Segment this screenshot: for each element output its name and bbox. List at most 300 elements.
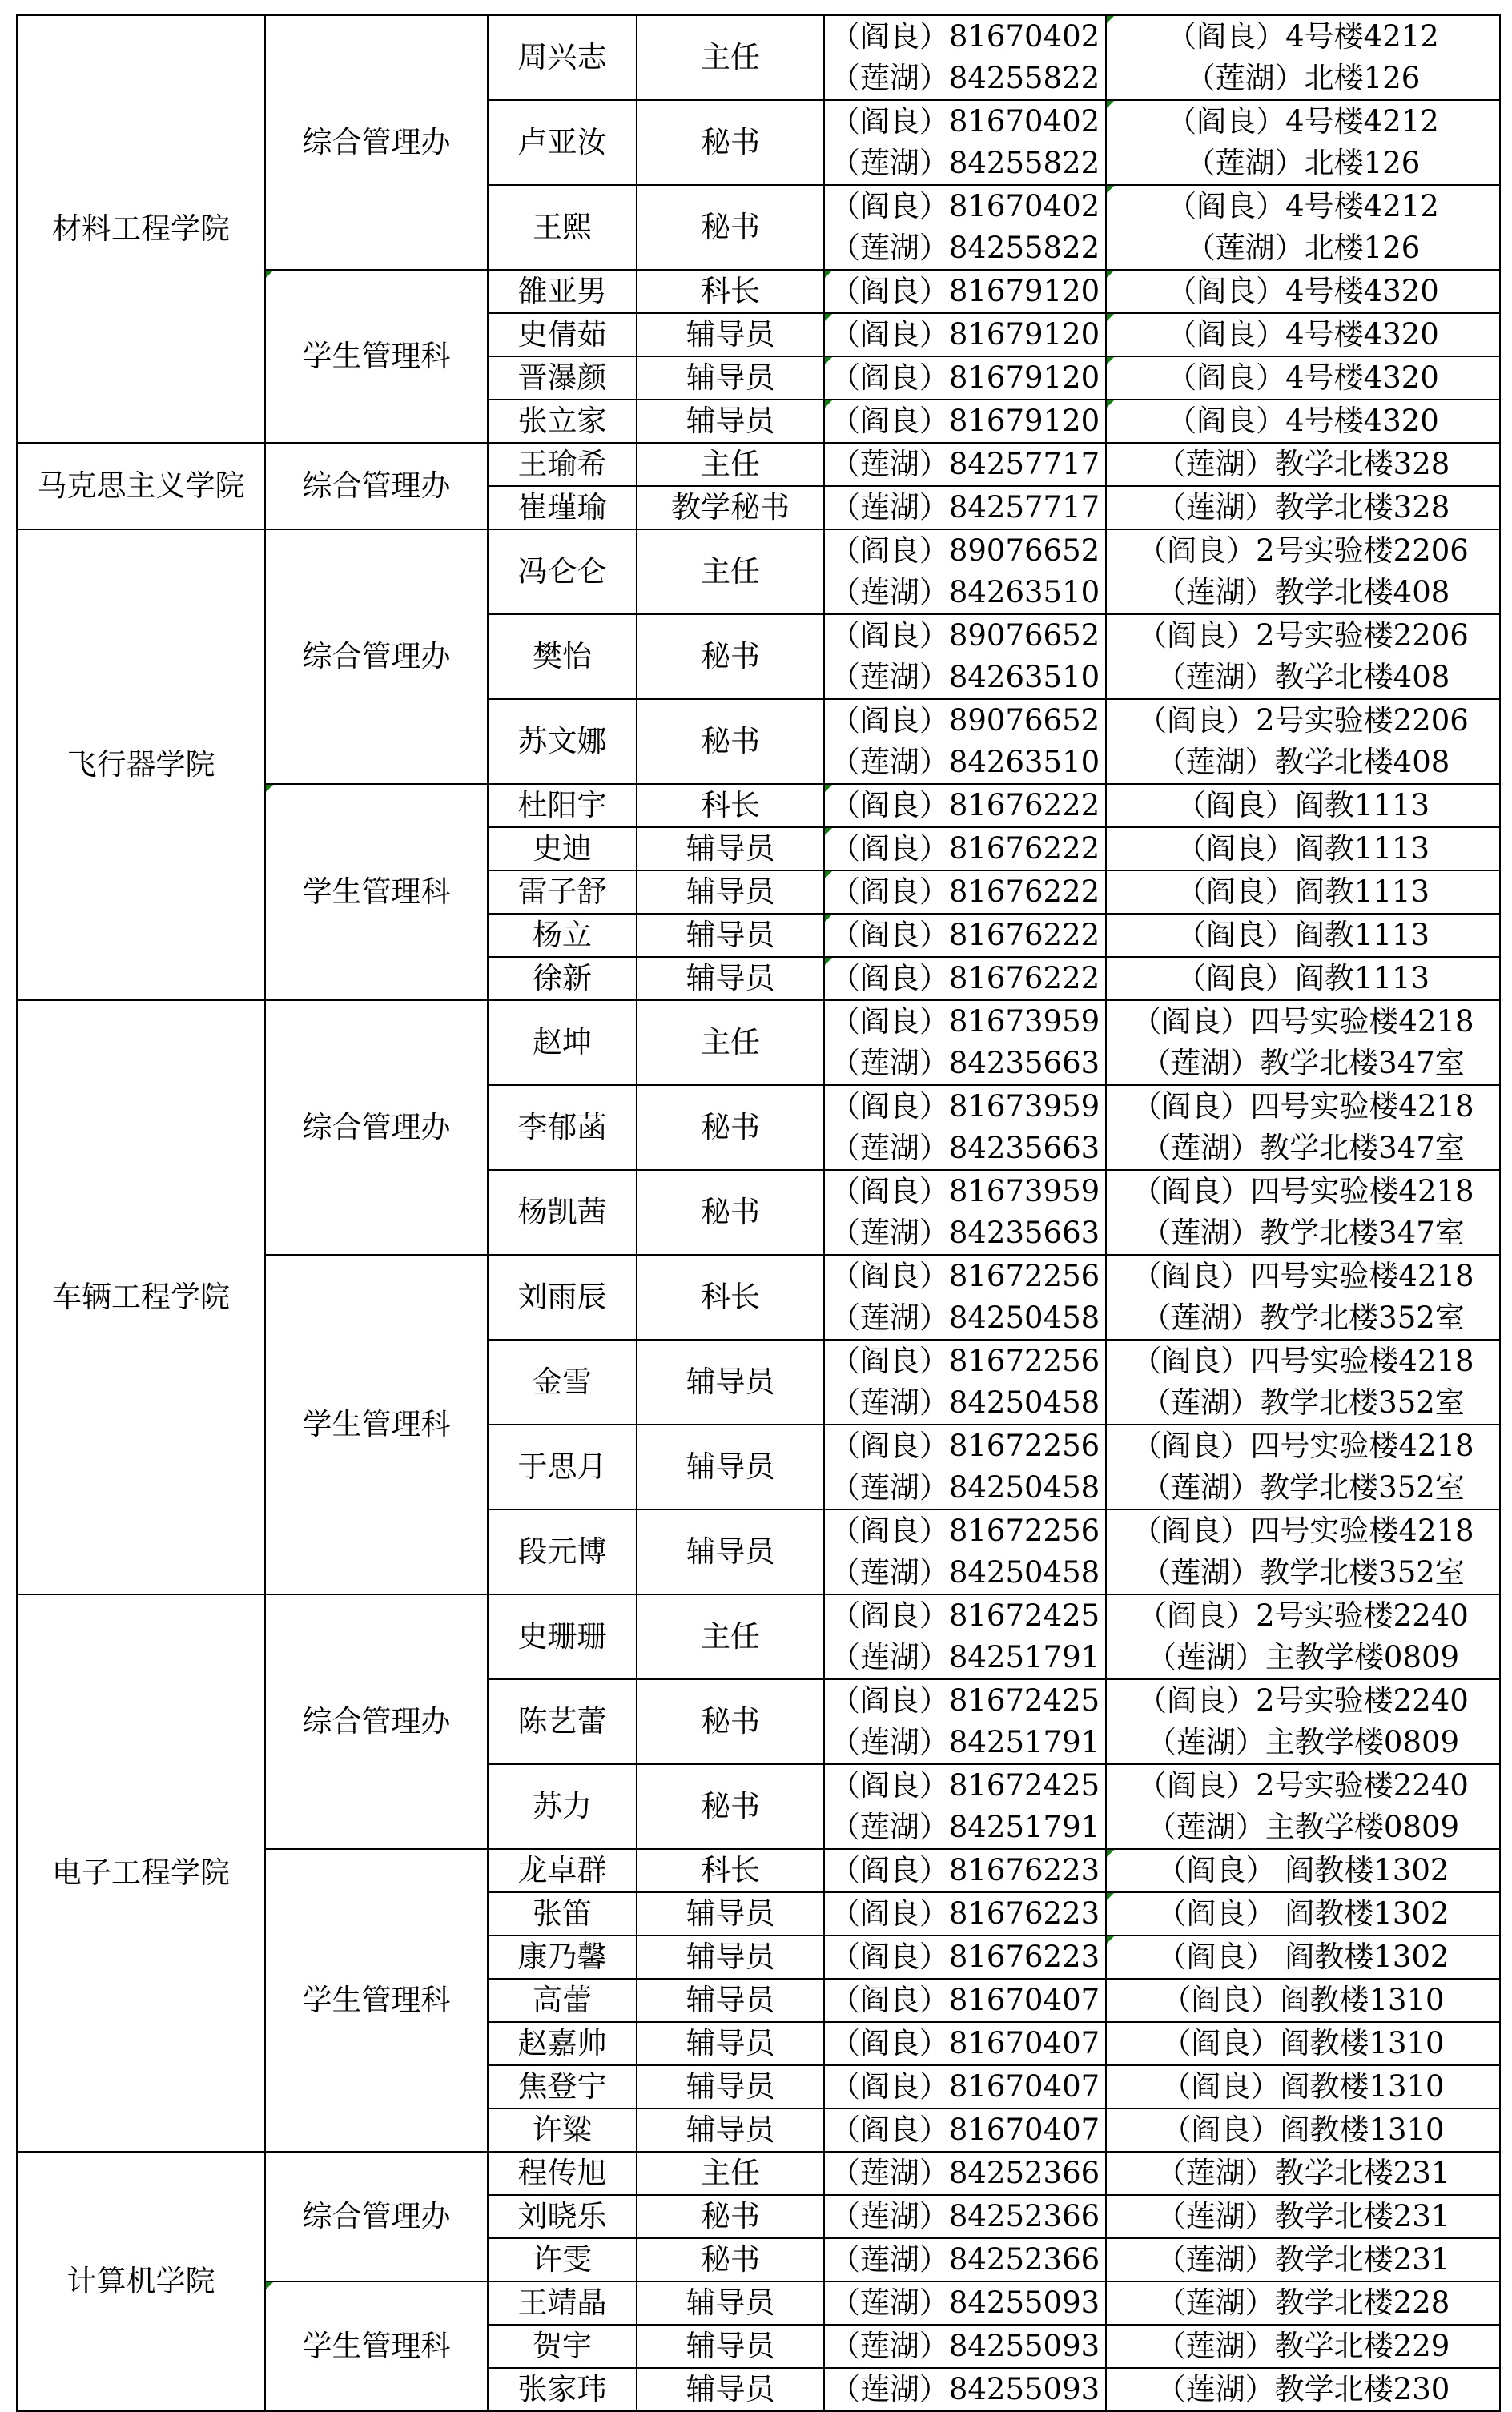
title-cell xyxy=(637,2022,824,2065)
table-row xyxy=(17,2152,1500,2195)
office-line: （阎良）阎教1113 xyxy=(1176,961,1430,995)
department-cell xyxy=(265,784,488,1000)
person-title: 科长 xyxy=(701,1280,760,1314)
title-cell xyxy=(637,356,824,400)
department-cell xyxy=(265,443,488,529)
phone-line: （阎良）81670407 xyxy=(830,1983,1100,2017)
person-name: 刘晓乐 xyxy=(517,2199,607,2233)
office-line: （阎良）2号实验楼2206 xyxy=(1137,533,1469,568)
person-title: 秘书 xyxy=(701,1110,760,1144)
phone-cell xyxy=(824,1000,1106,1085)
office-line: （莲湖）教学北楼352室 xyxy=(1141,1555,1465,1590)
person-title: 主任 xyxy=(701,1619,760,1654)
name-cell xyxy=(488,443,637,486)
office-line: （阎良）阎教楼1310 xyxy=(1161,2113,1445,2147)
phone-line: （阎良）89076652 xyxy=(830,533,1100,568)
title-cell xyxy=(637,870,824,914)
office-line: （阎良）2号实验楼2240 xyxy=(1137,1598,1469,1633)
person-title: 秘书 xyxy=(701,1789,760,1823)
person-name: 程传旭 xyxy=(517,2156,607,2190)
person-title: 辅导员 xyxy=(686,2372,775,2406)
office-line: （莲湖）教学北楼328 xyxy=(1156,447,1450,481)
department-name: 综合管理办 xyxy=(302,1110,451,1144)
name-cell xyxy=(488,1679,637,1764)
office-cell xyxy=(1106,100,1500,185)
phone-cell xyxy=(824,1892,1106,1936)
person-name: 段元博 xyxy=(517,1534,607,1569)
title-cell xyxy=(637,2368,824,2411)
office-cell xyxy=(1106,400,1500,443)
department-name: 综合管理办 xyxy=(302,639,451,673)
phone-line: （阎良）81670407 xyxy=(830,2069,1100,2104)
title-cell xyxy=(637,443,824,486)
phone-cell xyxy=(824,914,1106,957)
title-cell xyxy=(637,1085,824,1170)
person-name: 崔瑾瑜 xyxy=(517,490,607,525)
phone-cell xyxy=(824,784,1106,827)
name-cell xyxy=(488,957,637,1000)
person-name: 卢亚汝 xyxy=(517,125,607,159)
name-cell xyxy=(488,1255,637,1340)
phone-cell xyxy=(824,2065,1106,2108)
person-title: 辅导员 xyxy=(686,2329,775,2363)
phone-cell xyxy=(824,400,1106,443)
office-line: （莲湖）教学北楼231 xyxy=(1156,2199,1450,2233)
office-line: （莲湖）教学北楼352室 xyxy=(1141,1300,1465,1335)
name-cell xyxy=(488,529,637,614)
title-cell xyxy=(637,400,824,443)
name-cell xyxy=(488,15,637,100)
office-line: （阎良）四号实验楼4218 xyxy=(1132,1259,1474,1293)
office-line: （莲湖）教学北楼230 xyxy=(1156,2372,1450,2406)
office-cell xyxy=(1106,356,1500,400)
title-cell xyxy=(637,784,824,827)
person-name: 高蕾 xyxy=(533,1983,592,2017)
office-cell xyxy=(1106,185,1500,270)
person-name: 焦登宁 xyxy=(517,2069,607,2104)
person-title: 科长 xyxy=(701,1853,760,1887)
phone-line: （阎良）81676223 xyxy=(830,1940,1100,1974)
person-title: 科长 xyxy=(701,788,760,822)
phone-line: （莲湖）84250458 xyxy=(830,1470,1100,1505)
phone-cell xyxy=(824,100,1106,185)
office-cell xyxy=(1106,2325,1500,2368)
person-title: 主任 xyxy=(701,40,760,74)
phone-line: （阎良）81672256 xyxy=(830,1429,1100,1463)
college-cell xyxy=(17,443,265,529)
office-cell xyxy=(1106,2238,1500,2281)
phone-line: （莲湖）84255093 xyxy=(830,2329,1100,2363)
office-cell xyxy=(1106,914,1500,957)
phone-cell xyxy=(824,1764,1106,1849)
title-cell xyxy=(637,1170,824,1255)
phone-line: （莲湖）84250458 xyxy=(830,1300,1100,1335)
office-line: （阎良） 阎教楼1302 xyxy=(1156,1896,1450,1931)
name-cell xyxy=(488,914,637,957)
contact-sheet xyxy=(16,14,1499,2406)
phone-line: （莲湖）84257717 xyxy=(830,447,1100,481)
name-cell xyxy=(488,2108,637,2152)
contacts-table xyxy=(16,14,1501,2412)
name-cell xyxy=(488,2065,637,2108)
name-cell xyxy=(488,356,637,400)
department-name: 学生管理科 xyxy=(302,1983,451,2017)
phone-line: （莲湖）84251791 xyxy=(830,1640,1100,1674)
phone-line: （阎良）81672425 xyxy=(830,1683,1100,1718)
phone-cell xyxy=(824,2152,1106,2195)
department-cell xyxy=(265,270,488,443)
college-name: 车辆工程学院 xyxy=(52,1280,230,1314)
name-cell xyxy=(488,1085,637,1170)
office-cell xyxy=(1106,1849,1500,1892)
office-line: （阎良）四号实验楼4218 xyxy=(1132,1004,1474,1039)
person-name: 张家玮 xyxy=(517,2372,607,2406)
college-cell xyxy=(17,1594,265,2152)
title-cell xyxy=(637,827,824,870)
phone-cell xyxy=(824,486,1106,529)
office-line: （阎良）阎教楼1310 xyxy=(1161,1983,1445,2017)
phone-cell xyxy=(824,2368,1106,2411)
phone-line: （莲湖）84255093 xyxy=(830,2285,1100,2320)
office-cell xyxy=(1106,1085,1500,1170)
person-title: 秘书 xyxy=(701,1704,760,1739)
college-name: 马克思主义学院 xyxy=(37,468,245,503)
office-cell xyxy=(1106,2065,1500,2108)
person-title: 辅导员 xyxy=(686,360,775,395)
name-cell xyxy=(488,270,637,313)
person-title: 秘书 xyxy=(701,2199,760,2233)
title-cell xyxy=(637,1340,824,1425)
name-cell xyxy=(488,2152,637,2195)
title-cell xyxy=(637,2238,824,2281)
phone-line: （阎良）81676222 xyxy=(830,874,1100,909)
phone-line: （莲湖）84255822 xyxy=(830,231,1100,265)
office-line: （莲湖）教学北楼347室 xyxy=(1141,1216,1465,1250)
department-cell xyxy=(265,2281,488,2411)
person-name: 张立家 xyxy=(517,404,607,438)
office-cell xyxy=(1106,15,1500,100)
phone-cell xyxy=(824,1255,1106,1340)
office-line: （莲湖）教学北楼347室 xyxy=(1141,1046,1465,1080)
name-cell xyxy=(488,2325,637,2368)
office-line: （阎良）阎教楼1310 xyxy=(1161,2069,1445,2104)
title-cell xyxy=(637,15,824,100)
person-title: 秘书 xyxy=(701,1195,760,1229)
name-cell xyxy=(488,400,637,443)
office-cell xyxy=(1106,784,1500,827)
phone-cell xyxy=(824,1170,1106,1255)
department-cell xyxy=(265,15,488,270)
office-cell xyxy=(1106,614,1500,699)
person-title: 辅导员 xyxy=(686,874,775,909)
office-line: （阎良） 阎教楼1302 xyxy=(1156,1853,1450,1887)
office-line: （莲湖）教学北楼231 xyxy=(1156,2156,1450,2190)
college-cell xyxy=(17,2152,265,2411)
phone-cell xyxy=(824,614,1106,699)
person-name: 许雯 xyxy=(533,2242,592,2277)
person-name: 杨立 xyxy=(533,918,592,952)
office-cell xyxy=(1106,2152,1500,2195)
office-line: （阎良）2号实验楼2206 xyxy=(1137,618,1469,653)
name-cell xyxy=(488,784,637,827)
phone-line: （阎良）89076652 xyxy=(830,703,1100,738)
phone-cell xyxy=(824,2281,1106,2325)
person-name: 赵坤 xyxy=(533,1025,592,1059)
name-cell xyxy=(488,2195,637,2238)
person-title: 辅导员 xyxy=(686,1365,775,1399)
phone-cell xyxy=(824,185,1106,270)
phone-cell xyxy=(824,1679,1106,1764)
person-name: 陈艺蕾 xyxy=(517,1704,607,1739)
person-title: 秘书 xyxy=(701,2242,760,2277)
office-line: （莲湖）教学北楼229 xyxy=(1156,2329,1450,2363)
title-cell xyxy=(637,1892,824,1936)
phone-line: （莲湖）84235663 xyxy=(830,1131,1100,1165)
phone-line: （阎良）81676222 xyxy=(830,788,1100,822)
office-line: （阎良）4号楼4212 xyxy=(1167,189,1439,223)
office-cell xyxy=(1106,1764,1500,1849)
office-line: （莲湖）教学北楼408 xyxy=(1156,745,1450,779)
title-cell xyxy=(637,2152,824,2195)
office-line: （阎良）阎教1113 xyxy=(1176,831,1430,866)
phone-line: （阎良）81676223 xyxy=(830,1896,1100,1931)
person-name: 雷子舒 xyxy=(517,874,607,909)
phone-line: （阎良）81673959 xyxy=(830,1089,1100,1124)
phone-cell xyxy=(824,443,1106,486)
office-line: （阎良）4号楼4212 xyxy=(1167,19,1439,54)
office-cell xyxy=(1106,1510,1500,1594)
office-line: （莲湖）教学北楼408 xyxy=(1156,575,1450,609)
office-cell xyxy=(1106,827,1500,870)
person-name: 贺宇 xyxy=(533,2329,592,2363)
person-name: 李郁菡 xyxy=(517,1110,607,1144)
phone-line: （阎良）81672256 xyxy=(830,1514,1100,1548)
phone-line: （莲湖）84257717 xyxy=(830,490,1100,525)
phone-line: （阎良）81670402 xyxy=(830,19,1100,54)
office-line: （莲湖）北楼126 xyxy=(1185,61,1421,95)
office-cell xyxy=(1106,443,1500,486)
person-title: 辅导员 xyxy=(686,1534,775,1569)
person-title: 辅导员 xyxy=(686,831,775,866)
office-line: （莲湖）教学北楼328 xyxy=(1156,490,1450,525)
office-line: （莲湖）教学北楼228 xyxy=(1156,2285,1450,2320)
office-line: （莲湖）教学北楼352室 xyxy=(1141,1385,1465,1420)
name-cell xyxy=(488,1340,637,1425)
phone-line: （阎良）81679120 xyxy=(830,360,1100,395)
person-name: 杜阳宇 xyxy=(517,788,607,822)
phone-cell xyxy=(824,1085,1106,1170)
phone-cell xyxy=(824,1425,1106,1510)
person-name: 雒亚男 xyxy=(517,274,607,308)
title-cell xyxy=(637,2325,824,2368)
phone-line: （莲湖）84255822 xyxy=(830,61,1100,95)
office-line: （阎良） 阎教楼1302 xyxy=(1156,1940,1450,1974)
phone-line: （阎良）81672425 xyxy=(830,1598,1100,1633)
office-cell xyxy=(1106,2108,1500,2152)
office-line: （阎良）4号楼4320 xyxy=(1167,274,1439,308)
phone-cell xyxy=(824,15,1106,100)
title-cell xyxy=(637,1764,824,1849)
person-name: 王瑜希 xyxy=(517,447,607,481)
office-cell xyxy=(1106,1679,1500,1764)
phone-line: （莲湖）84235663 xyxy=(830,1046,1100,1080)
office-line: （莲湖）教学北楼347室 xyxy=(1141,1131,1465,1165)
office-cell xyxy=(1106,2195,1500,2238)
person-name: 金雪 xyxy=(533,1365,592,1399)
phone-line: （莲湖）84250458 xyxy=(830,1385,1100,1420)
office-line: （阎良）4号楼4320 xyxy=(1167,404,1439,438)
phone-line: （阎良）81670407 xyxy=(830,2026,1100,2060)
person-title: 辅导员 xyxy=(686,2113,775,2147)
person-name: 王靖晶 xyxy=(517,2285,607,2320)
person-title: 辅导员 xyxy=(686,1449,775,1484)
person-title: 教学秘书 xyxy=(671,490,790,525)
office-cell xyxy=(1106,699,1500,784)
college-name: 飞行器学院 xyxy=(66,747,215,782)
person-name: 周兴志 xyxy=(517,40,607,74)
phone-cell xyxy=(824,356,1106,400)
office-line: （阎良）四号实验楼4218 xyxy=(1132,1089,1474,1124)
name-cell xyxy=(488,313,637,356)
office-line: （阎良）阎教1113 xyxy=(1176,788,1430,822)
department-cell xyxy=(265,2152,488,2281)
phone-line: （莲湖）84255822 xyxy=(830,146,1100,180)
name-cell xyxy=(488,870,637,914)
phone-line: （阎良）81673959 xyxy=(830,1004,1100,1039)
phone-cell xyxy=(824,1849,1106,1892)
office-cell xyxy=(1106,2368,1500,2411)
office-cell xyxy=(1106,486,1500,529)
person-name: 苏文娜 xyxy=(517,724,607,758)
title-cell xyxy=(637,1936,824,1979)
person-title: 辅导员 xyxy=(686,961,775,995)
office-cell xyxy=(1106,1255,1500,1340)
person-title: 辅导员 xyxy=(686,2069,775,2104)
office-line: （阎良）四号实验楼4218 xyxy=(1132,1344,1474,1378)
office-line: （阎良）阎教1113 xyxy=(1176,918,1430,952)
person-name: 康乃馨 xyxy=(517,1940,607,1974)
table-row xyxy=(17,15,1500,100)
name-cell xyxy=(488,1510,637,1594)
office-line: （莲湖）教学北楼352室 xyxy=(1141,1470,1465,1505)
office-cell xyxy=(1106,1892,1500,1936)
person-name: 史迪 xyxy=(533,831,592,866)
title-cell xyxy=(637,614,824,699)
phone-cell xyxy=(824,1979,1106,2022)
person-title: 主任 xyxy=(701,2156,760,2190)
name-cell xyxy=(488,1000,637,1085)
department-cell xyxy=(265,1849,488,2152)
office-cell xyxy=(1106,2022,1500,2065)
department-cell xyxy=(265,1594,488,1849)
office-cell xyxy=(1106,2281,1500,2325)
title-cell xyxy=(637,2195,824,2238)
office-line: （莲湖）教学北楼231 xyxy=(1156,2242,1450,2277)
phone-cell xyxy=(824,2238,1106,2281)
phone-line: （阎良）89076652 xyxy=(830,618,1100,653)
college-cell xyxy=(17,15,265,443)
person-title: 主任 xyxy=(701,1025,760,1059)
office-cell xyxy=(1106,870,1500,914)
office-cell xyxy=(1106,1000,1500,1085)
title-cell xyxy=(637,1679,824,1764)
title-cell xyxy=(637,1510,824,1594)
title-cell xyxy=(637,2108,824,2152)
office-line: （阎良）阎教1113 xyxy=(1176,874,1430,909)
person-name: 王熙 xyxy=(533,210,592,244)
name-cell xyxy=(488,827,637,870)
office-line: （阎良）四号实验楼4218 xyxy=(1132,1514,1474,1548)
name-cell xyxy=(488,486,637,529)
phone-cell xyxy=(824,1936,1106,1979)
phone-line: （莲湖）84235663 xyxy=(830,1216,1100,1250)
phone-cell xyxy=(824,827,1106,870)
title-cell xyxy=(637,185,824,270)
department-name: 综合管理办 xyxy=(302,468,451,503)
name-cell xyxy=(488,614,637,699)
name-cell xyxy=(488,2368,637,2411)
college-cell xyxy=(17,1000,265,1594)
person-title: 主任 xyxy=(701,447,760,481)
phone-line: （阎良）81679120 xyxy=(830,274,1100,308)
name-cell xyxy=(488,1849,637,1892)
phone-line: （阎良）81676222 xyxy=(830,961,1100,995)
office-line: （莲湖）主教学楼0809 xyxy=(1146,1810,1460,1844)
college-name: 材料工程学院 xyxy=(52,211,230,246)
office-line: （阎良）四号实验楼4218 xyxy=(1132,1429,1474,1463)
title-cell xyxy=(637,957,824,1000)
department-cell xyxy=(265,1000,488,1255)
phone-cell xyxy=(824,2022,1106,2065)
title-cell xyxy=(637,1979,824,2022)
phone-line: （莲湖）84252366 xyxy=(830,2156,1100,2190)
office-cell xyxy=(1106,270,1500,313)
person-title: 秘书 xyxy=(701,724,760,758)
name-cell xyxy=(488,185,637,270)
office-cell xyxy=(1106,957,1500,1000)
name-cell xyxy=(488,1594,637,1679)
office-line: （莲湖）北楼126 xyxy=(1185,146,1421,180)
title-cell xyxy=(637,2065,824,2108)
title-cell xyxy=(637,270,824,313)
person-name: 许粱 xyxy=(533,2113,592,2147)
person-name: 刘雨辰 xyxy=(517,1280,607,1314)
person-title: 秘书 xyxy=(701,639,760,673)
office-line: （莲湖）主教学楼0809 xyxy=(1146,1640,1460,1674)
phone-line: （莲湖）84251791 xyxy=(830,1810,1100,1844)
person-title: 辅导员 xyxy=(686,2026,775,2060)
person-name: 于思月 xyxy=(517,1449,607,1484)
phone-cell xyxy=(824,1510,1106,1594)
phone-line: （莲湖）84263510 xyxy=(830,575,1100,609)
office-line: （阎良）4号楼4320 xyxy=(1167,360,1439,395)
office-line: （阎良）2号实验楼2240 xyxy=(1137,1768,1469,1803)
department-name: 学生管理科 xyxy=(302,339,451,373)
department-name: 综合管理办 xyxy=(302,125,451,159)
office-line: （阎良）4号楼4212 xyxy=(1167,104,1439,139)
office-line: （阎良）4号楼4320 xyxy=(1167,317,1439,352)
phone-line: （阎良）81673959 xyxy=(830,1174,1100,1208)
name-cell xyxy=(488,1979,637,2022)
person-name: 史倩茹 xyxy=(517,317,607,352)
title-cell xyxy=(637,529,824,614)
title-cell xyxy=(637,699,824,784)
name-cell xyxy=(488,1170,637,1255)
phone-line: （阎良）81676222 xyxy=(830,918,1100,952)
title-cell xyxy=(637,2281,824,2325)
office-line: （阎良）四号实验楼4218 xyxy=(1132,1174,1474,1208)
phone-line: （莲湖）84252366 xyxy=(830,2199,1100,2233)
